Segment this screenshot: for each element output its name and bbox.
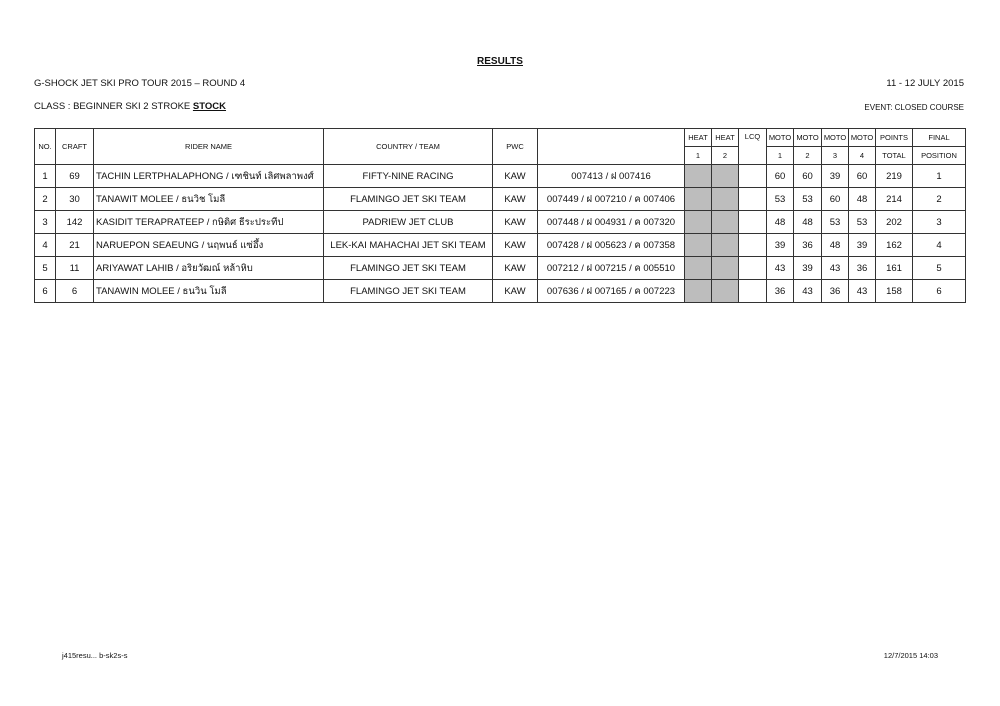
cell-moto-4: 48: [849, 188, 876, 211]
cell-moto-3: 53: [822, 211, 849, 234]
cell-serial: 007636 / ฝ 007165 / ค 007223: [538, 280, 685, 303]
header-moto-3-num: 3: [822, 147, 849, 165]
table-row: [35, 280, 966, 303]
cell-rider: KASIDIT TERAPRATEEP / กษิดิศ ธีระประทีป: [94, 211, 324, 234]
header-moto-4-num: 4: [849, 147, 876, 165]
cell-total: 202: [876, 211, 913, 234]
cell-moto-4: 43: [849, 280, 876, 303]
cell-no: 6: [35, 280, 56, 303]
cell-no: 4: [35, 234, 56, 257]
cell-pwc: KAW: [493, 188, 538, 211]
cell-total: 162: [876, 234, 913, 257]
cell-team: LEK-KAI MAHACHAI JET SKI TEAM: [324, 234, 493, 257]
header-total: TOTAL: [876, 147, 913, 165]
header-heat-1-num: 1: [685, 147, 712, 165]
cell-heat-1: [685, 257, 712, 280]
cell-heat-1: [685, 234, 712, 257]
cell-serial: 007413 / ฝ 007416: [538, 165, 685, 188]
cell-heat-2: [712, 211, 739, 234]
cell-no: 3: [35, 211, 56, 234]
cell-moto-3: 43: [822, 257, 849, 280]
footer-timestamp: 12/7/2015 14:03: [883, 651, 938, 660]
cell-serial: 007448 / ฝ 004931 / ค 007320: [538, 211, 685, 234]
cell-rider: TANAWIN MOLEE / ธนวิน โมลี: [94, 280, 324, 303]
event-dates: 11 - 12 JULY 2015: [886, 78, 964, 89]
cell-pwc: KAW: [493, 280, 538, 303]
cell-moto-2: 39: [794, 257, 822, 280]
header-points: POINTS: [876, 129, 913, 147]
class-prefix: CLASS : BEGINNER SKI 2 STROKE: [34, 101, 193, 112]
cell-total: 214: [876, 188, 913, 211]
cell-craft: 21: [56, 234, 94, 257]
cell-moto-1: 60: [767, 165, 794, 188]
header-final: FINAL: [913, 129, 966, 147]
cell-team: FIFTY-NINE RACING: [324, 165, 493, 188]
header-lcq: LCQ: [739, 129, 767, 165]
header-moto-2-num: 2: [794, 147, 822, 165]
table-row: [35, 211, 966, 234]
cell-craft: 6: [56, 280, 94, 303]
cell-moto-1: 36: [767, 280, 794, 303]
cell-moto-1: 53: [767, 188, 794, 211]
cell-pwc: KAW: [493, 211, 538, 234]
cell-heat-1: [685, 188, 712, 211]
cell-heat-2: [712, 234, 739, 257]
cell-lcq: [739, 257, 767, 280]
header-position: POSITION: [913, 147, 966, 165]
cell-serial: 007428 / ฝ 005623 / ค 007358: [538, 234, 685, 257]
header-moto-2: MOTO: [794, 129, 822, 147]
cell-moto-2: 48: [794, 211, 822, 234]
cell-team: FLAMINGO JET SKI TEAM: [324, 280, 493, 303]
table-row: [35, 257, 966, 280]
cell-craft: 142: [56, 211, 94, 234]
header-pwc-serial: [538, 129, 685, 165]
cell-heat-2: [712, 165, 739, 188]
cell-craft: 30: [56, 188, 94, 211]
cell-team: FLAMINGO JET SKI TEAM: [324, 188, 493, 211]
class-line: [34, 101, 226, 112]
cell-moto-3: 60: [822, 188, 849, 211]
cell-position: 3: [913, 211, 966, 234]
event-name: G-SHOCK JET SKI PRO TOUR 2015 – ROUND 4: [34, 78, 246, 89]
cell-lcq: [739, 188, 767, 211]
cell-moto-1: 43: [767, 257, 794, 280]
cell-position: 1: [913, 165, 966, 188]
cell-pwc: KAW: [493, 257, 538, 280]
header-moto-1-num: 1: [767, 147, 794, 165]
class-stock: STOCK: [192, 101, 227, 112]
cell-craft: 69: [56, 165, 94, 188]
cell-serial: 007449 / ฝ 007210 / ค 007406: [538, 188, 685, 211]
cell-team: PADRIEW JET CLUB: [324, 211, 493, 234]
table-row: [35, 234, 966, 257]
cell-position: 5: [913, 257, 966, 280]
page-title: RESULTS: [477, 56, 523, 67]
cell-total: 219: [876, 165, 913, 188]
cell-rider: TACHIN LERTPHALAPHONG / เฑชินท์ เลิศพลาพงศ์: [94, 165, 324, 188]
header-pwc: PWC: [493, 129, 538, 165]
cell-lcq: [739, 234, 767, 257]
header-country-team: COUNTRY / TEAM: [324, 129, 493, 165]
cell-serial: 007212 / ฝ 007215 / ค 005510: [538, 257, 685, 280]
cell-lcq: [739, 165, 767, 188]
header-heat-2: HEAT: [712, 129, 739, 147]
cell-lcq: [739, 280, 767, 303]
cell-moto-3: 48: [822, 234, 849, 257]
header-moto-4: MOTO: [849, 129, 876, 147]
header-craft: CRAFT: [56, 129, 94, 165]
table-body: [35, 165, 966, 303]
header-no: NO.: [35, 129, 56, 165]
cell-moto-2: 53: [794, 188, 822, 211]
cell-heat-1: [685, 280, 712, 303]
results-table: [34, 128, 966, 303]
cell-moto-2: 36: [794, 234, 822, 257]
header-heat-2-num: 2: [712, 147, 739, 165]
cell-heat-2: [712, 280, 739, 303]
header-heat-1: HEAT: [685, 129, 712, 147]
header-rider-name: RIDER NAME: [94, 129, 324, 165]
cell-moto-4: 36: [849, 257, 876, 280]
cell-position: 2: [913, 188, 966, 211]
header-moto-1: MOTO: [767, 129, 794, 147]
cell-heat-2: [712, 257, 739, 280]
table-header: [35, 129, 966, 165]
cell-moto-4: 60: [849, 165, 876, 188]
cell-heat-1: [685, 165, 712, 188]
cell-craft: 11: [56, 257, 94, 280]
event-type: EVENT: CLOSED COURSE: [864, 103, 964, 112]
cell-total: 158: [876, 280, 913, 303]
cell-moto-1: 48: [767, 211, 794, 234]
cell-position: 6: [913, 280, 966, 303]
cell-heat-1: [685, 211, 712, 234]
table-row: [35, 165, 966, 188]
cell-position: 4: [913, 234, 966, 257]
header-moto-3: MOTO: [822, 129, 849, 147]
cell-rider: ARIYAWAT LAHIB / อริยวัฒณ์ หล้าหิบ: [94, 257, 324, 280]
cell-rider: TANAWIT MOLEE / ธนวิช โมลี: [94, 188, 324, 211]
table-row: [35, 188, 966, 211]
cell-moto-3: 39: [822, 165, 849, 188]
cell-pwc: KAW: [493, 165, 538, 188]
cell-rider: NARUEPON SEAEUNG / นฤพนธ์ แซ่อึ้ง: [94, 234, 324, 257]
footer-file-label: j415resu... b-sk2s-s: [62, 651, 128, 660]
cell-no: 1: [35, 165, 56, 188]
cell-pwc: KAW: [493, 234, 538, 257]
cell-total: 161: [876, 257, 913, 280]
cell-moto-4: 39: [849, 234, 876, 257]
cell-lcq: [739, 211, 767, 234]
cell-moto-2: 60: [794, 165, 822, 188]
cell-moto-1: 39: [767, 234, 794, 257]
cell-moto-4: 53: [849, 211, 876, 234]
cell-heat-2: [712, 188, 739, 211]
cell-moto-2: 43: [794, 280, 822, 303]
cell-no: 5: [35, 257, 56, 280]
cell-team: FLAMINGO JET SKI TEAM: [324, 257, 493, 280]
cell-moto-3: 36: [822, 280, 849, 303]
cell-no: 2: [35, 188, 56, 211]
